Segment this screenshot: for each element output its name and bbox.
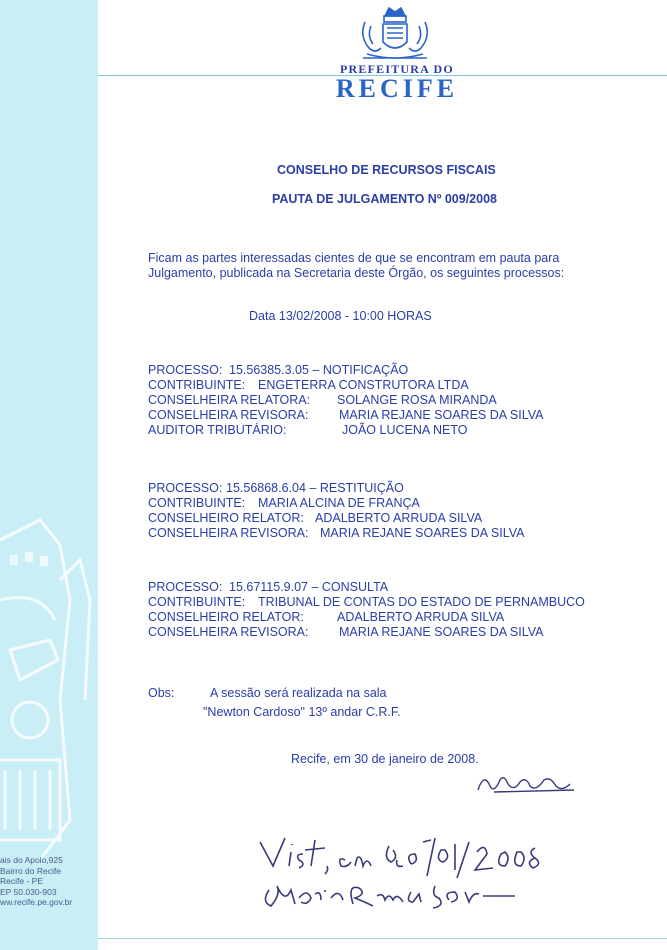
relator-label: CONSELHEIRO RELATOR: [148, 610, 304, 624]
contribuinte-label: CONTRIBUINTE: [148, 378, 246, 392]
place-and-date: Recife, em 30 de janeiro de 2008. [291, 752, 479, 766]
processo-value: 15.56385.3.05 – NOTIFICAÇÃO [229, 363, 409, 377]
auditor-value: JOÃO LUCENA NETO [342, 423, 468, 437]
auditor-label: AUDITOR TRIBUTÁRIO: [148, 423, 287, 437]
address-line: Bairro do Recife [0, 865, 61, 876]
address-line: ww.recife.pe.gov.br [0, 897, 73, 907]
address-line: Recife - PE [0, 876, 43, 886]
contribuinte-value: ENGETERRA CONSTRUTORA LTDA [258, 378, 469, 392]
contribuinte-value: MARIA ALCINA DE FRANÇA [258, 496, 420, 510]
relator-label: CONSELHEIRA RELATORA: [148, 393, 311, 407]
processo-value: 15.56868.6.04 – RESTITUIÇÃO [226, 481, 404, 495]
document-title: PAUTA DE JULGAMENTO Nº 009/2008 [272, 192, 497, 206]
processo-label: PROCESSO: [148, 481, 223, 495]
contribuinte-label: CONTRIBUINTE: [148, 496, 246, 510]
revisor-label: CONSELHEIRA REVISORA: [148, 526, 309, 540]
address-line: EP 50.030-903 [0, 886, 57, 897]
session-date: Data 13/02/2008 - 10:00 HORAS [249, 309, 432, 323]
recife-building-watermark [0, 0, 98, 950]
obs-line: "Newton Cardoso" 13º andar C.R.F. [203, 705, 401, 719]
relator-label: CONSELHEIRO RELATOR: [148, 511, 304, 525]
relator-value: SOLANGE ROSA MIRANDA [337, 393, 497, 407]
contribuinte-value: TRIBUNAL DE CONTAS DO ESTADO DE PERNAMBUCO [258, 595, 585, 609]
intro-line: Julgamento, publicada na Secretaria deste Órgão, os seguintes processos: [148, 266, 565, 280]
coat-of-arms-icon [355, 2, 435, 64]
intro-line: Ficam as partes interessadas cientes de que se encontram em pauta para [148, 251, 560, 265]
revisor-value: MARIA REJANE SOARES DA SILVA [320, 526, 525, 540]
processo-label: PROCESSO: [148, 363, 223, 377]
handwritten-visto [255, 832, 545, 917]
processo-label: PROCESSO: [148, 580, 223, 594]
contribuinte-label: CONTRIBUINTE: [148, 595, 246, 609]
revisor-value: MARIA REJANE SOARES DA SILVA [339, 408, 544, 422]
relator-value: ADALBERTO ARRUDA SILVA [315, 511, 483, 525]
prefeitura-label: PREFEITURA DO [340, 62, 454, 76]
council-heading: CONSELHO DE RECURSOS FISCAIS [277, 163, 496, 177]
processo-value: 15.67115.9.07 – CONSULTA [229, 580, 389, 594]
revisor-label: CONSELHEIRA REVISORA: [148, 408, 309, 422]
relator-value: ADALBERTO ARRUDA SILVA [337, 610, 505, 624]
obs-label: Obs: [148, 686, 175, 700]
bottom-rule [98, 938, 667, 939]
city-name: RECIFE [335, 74, 459, 103]
revisor-value: MARIA REJANE SOARES DA SILVA [339, 625, 544, 639]
handwritten-name: Maria Rejane Soares [255, 832, 265, 833]
signature [474, 768, 584, 798]
sidebar-strip [0, 0, 98, 950]
revisor-label: CONSELHEIRA REVISORA: [148, 625, 309, 639]
address-line: ais do Apolo,925 [0, 855, 63, 865]
address-block [0, 855, 98, 908]
obs-line: A sessão será realizada na sala [210, 686, 387, 700]
